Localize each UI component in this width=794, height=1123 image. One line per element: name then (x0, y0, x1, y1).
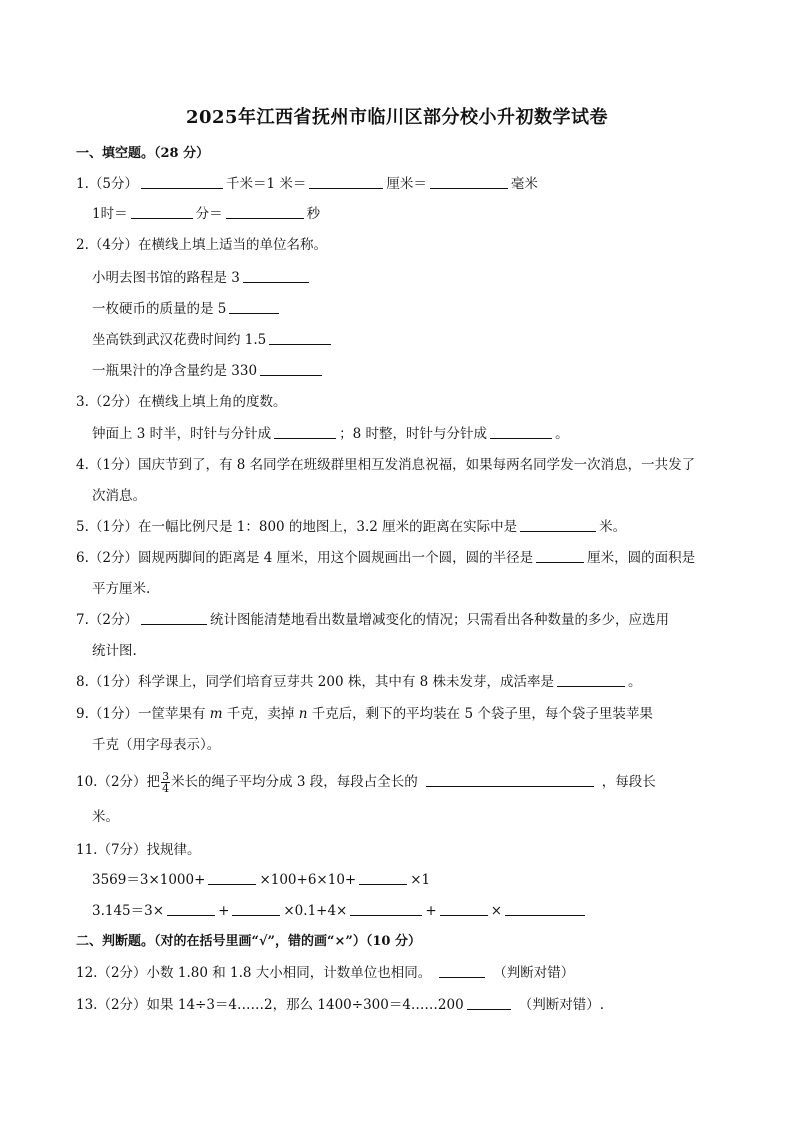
question-4-line-2: 次消息。 (92, 488, 146, 504)
answer-blank[interactable] (440, 901, 488, 916)
q8-text: 8.（1分）科学课上，同学们培育豆芽共 200 株，其中有 8 株未发芽，成活率是 (76, 674, 554, 690)
question-7-line-2: 统计图. (92, 643, 137, 659)
q2-text: 一瓶果汁的净含量约是 330 (92, 363, 258, 379)
section-heading-fill-in: 一、填空题。（28 分） (76, 146, 210, 161)
answer-blank[interactable] (269, 330, 331, 345)
answer-blank[interactable] (359, 870, 407, 885)
fraction-numerator: 3 (162, 770, 170, 783)
question-2-heading: 2.（4分）在横线上填上适当的单位名称。 (76, 237, 327, 253)
question-6-line-2: 平方厘米. (92, 581, 151, 597)
q6-text: 6.（2分）圆规两脚间的距离是 4 厘米，用这个圆规画出一个圆，圆的半径是 (76, 550, 534, 566)
variable-m: m (209, 706, 223, 722)
question-9-line-1 (76, 704, 653, 724)
q13-text: 13.（2分）如果 14÷3＝4……2，那么 1400÷300＝4……200 (76, 997, 464, 1013)
answer-blank[interactable] (426, 772, 594, 787)
q3-text: ；8 时整，时针与分针成 (339, 426, 488, 442)
answer-blank[interactable] (490, 424, 552, 439)
answer-blank[interactable] (167, 901, 215, 916)
answer-blank[interactable] (131, 204, 193, 219)
q9-text: 9.（1分）一筐苹果有 (76, 706, 206, 722)
q2-text: 小明去图书馆的路程是 3 (92, 270, 240, 286)
question-4-line-1: 4.（1分）国庆节到了，有 8 名同学在班级群里相互发消息祝福，如果每两名同学发一次消息，一共发了 (76, 457, 696, 473)
q1-text: 厘米＝ (386, 176, 427, 192)
q9-text: 千克后，剩下的平均装在 5 个袋子里，每个袋子里装苹果 (311, 706, 653, 722)
q11-text: × (490, 903, 502, 919)
q5-text: 5.（1分）在一幅比例尺是 1：800 的地图上，3.2 厘米的距离在实际中是 (76, 519, 518, 535)
answer-blank[interactable] (520, 517, 596, 532)
question-11-line-2 (92, 901, 588, 921)
page-title: 2025年江西省抚州市临川区部分校小升初数学试卷 (185, 107, 609, 128)
q5-text: 米。 (599, 519, 627, 535)
answer-blank[interactable] (467, 995, 511, 1010)
q11-text: ×0.1+4× (283, 903, 348, 919)
question-11-line-1 (92, 870, 430, 890)
question-7-line-1 (76, 610, 669, 630)
q2-text: 坐高铁到武汉花费时间约 1.5 (92, 332, 267, 348)
question-1-line-1 (76, 174, 538, 194)
question-13 (76, 995, 604, 1015)
q1-label: 1.（5分） (76, 176, 138, 192)
question-5 (76, 517, 626, 537)
question-1-line-2 (92, 204, 320, 224)
answer-blank[interactable] (260, 361, 322, 376)
answer-blank[interactable] (229, 299, 279, 314)
answer-blank[interactable] (309, 174, 383, 189)
q3-text: 。 (555, 426, 569, 442)
answer-blank[interactable] (274, 424, 336, 439)
question-10-line-2: 米。 (92, 809, 119, 825)
q11-text: + (218, 903, 230, 919)
q11-text: ×100+6×10+ (259, 872, 357, 888)
question-2-item (92, 361, 325, 381)
question-11-heading: 11.（7分）找规律。 (76, 842, 201, 858)
q3-text: 钟面上 3 时半，时针与分针成 (92, 426, 272, 442)
q1-text: 千米＝1 米＝ (225, 176, 307, 192)
question-12 (76, 963, 574, 983)
q12-text: 12.（2分）小数 1.80 和 1.8 大小相同，计数单位也相同。 (76, 965, 432, 981)
q1-text: 1时＝ (92, 206, 128, 222)
q10-text: ，每段长 (601, 774, 656, 790)
answer-blank[interactable] (505, 901, 585, 916)
q1-text: 秒 (306, 206, 321, 222)
q1-text: 毫米 (510, 176, 538, 192)
question-10-line-1 (76, 771, 656, 794)
section-heading-true-false: 二、判断题。（对的在括号里画“√”，错的画“×”）（10 分） (76, 934, 421, 949)
q12-text: （判断对错） (493, 965, 575, 981)
variable-n: n (298, 706, 308, 722)
fraction (161, 771, 170, 794)
question-3-heading: 3.（2分）在横线上填上角的度数。 (76, 394, 287, 410)
fraction-denominator: 4 (162, 782, 170, 795)
answer-blank[interactable] (226, 204, 304, 219)
q7-text: 7.（2分） (76, 612, 138, 628)
answer-blank[interactable] (439, 963, 485, 978)
answer-blank[interactable] (243, 268, 309, 283)
answer-blank[interactable] (141, 174, 223, 189)
q7-text: 统计图能清楚地看出数量增减变化的情况；只需看出各种数量的多少，应选用 (209, 612, 669, 628)
answer-blank[interactable] (350, 901, 422, 916)
q2-text: 一枚硬币的质量的是 5 (92, 301, 227, 317)
answer-blank[interactable] (536, 548, 584, 563)
question-2-item (92, 268, 312, 288)
question-9-line-2: 千克（用字母表示）。 (92, 737, 221, 753)
q8-text: 。 (628, 674, 642, 690)
q1-text: 分＝ (195, 206, 223, 222)
question-3-line (92, 424, 569, 444)
question-2-item (92, 330, 334, 350)
answer-blank[interactable] (141, 610, 207, 625)
q11-text: 3569＝3×1000+ (92, 872, 206, 888)
question-6-line-1 (76, 548, 695, 568)
q10-text: 米长的绳子平均分成 3 段，每段占全长的 (171, 774, 418, 790)
q9-text: 千克，卖掉 (226, 706, 295, 722)
q11-text: ×1 (410, 872, 431, 888)
answer-blank[interactable] (208, 870, 256, 885)
q11-text: + (425, 903, 437, 919)
question-2-item (92, 299, 282, 319)
q6-text: 厘米，圆的面积是 (587, 550, 696, 566)
question-8 (76, 672, 642, 692)
answer-blank[interactable] (430, 174, 508, 189)
q10-text: 10.（2分）把 (76, 774, 161, 790)
answer-blank[interactable] (557, 672, 625, 687)
q11-text: 3.145＝3× (92, 903, 165, 919)
answer-blank[interactable] (232, 901, 280, 916)
q13-text: （判断对错）. (518, 997, 604, 1013)
